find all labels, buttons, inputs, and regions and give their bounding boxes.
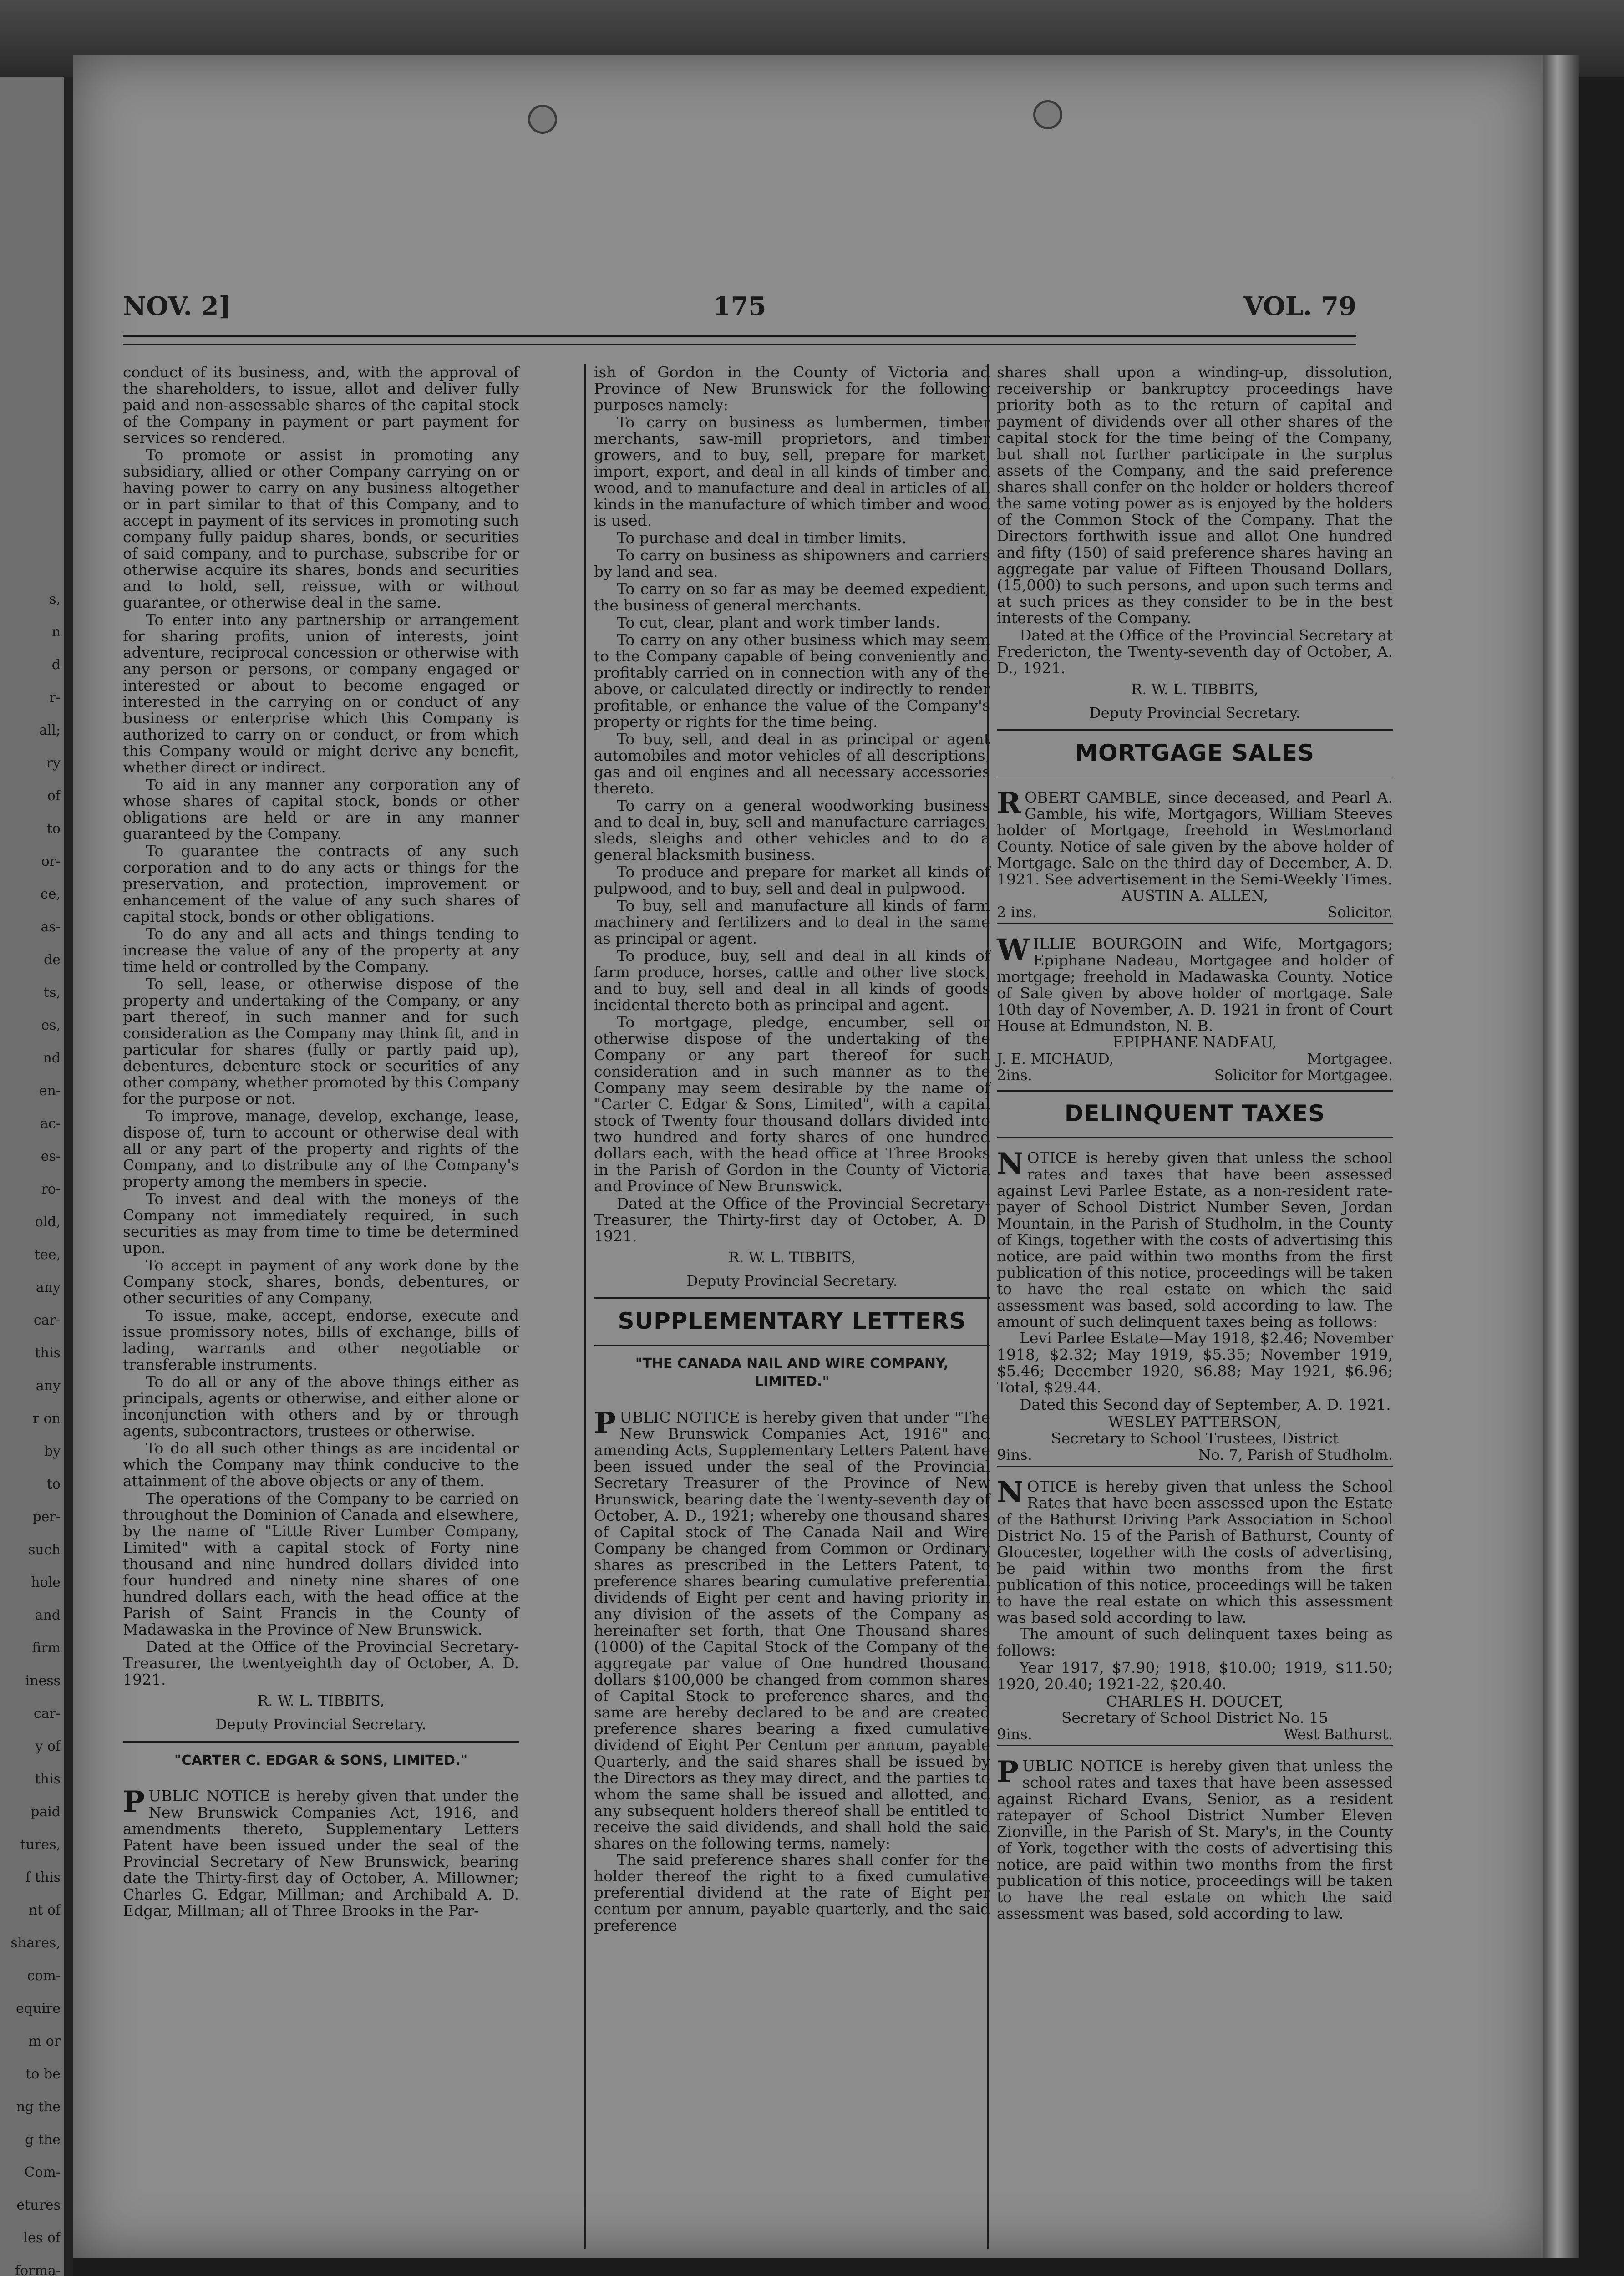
signer-title: Deputy Provincial Secretary.	[686, 1272, 898, 1290]
paragraph: To promote or assist in promoting any subsidiary, allied or other Company carrying on or having power to carry on any business altogether or in part similar to that of this Company, and to accept in payment of its services in promoting such company fully paidup shares, bonds, or securities of said company, and to purchase, subscribe for or otherwise acquire its shares, bonds and securities and to hold, sell, reissue, with or without guarantee, or otherwise deal in the same.	[123, 446, 519, 611]
section-rule	[594, 1345, 990, 1346]
notice-title-edgar: "CARTER C. EDGAR & SONS, LIMITED."	[174, 1753, 468, 1768]
drop-cap: P	[997, 1755, 1019, 1789]
notice-canada	[594, 1406, 990, 1852]
facing-page-text-fragment: ng the	[16, 2099, 61, 2115]
paragraph: To do any and all acts and things tending to increase the value of any of the property at any time held or controlled by the Company.	[123, 925, 519, 975]
issue-date: NOV. 2]	[123, 291, 231, 321]
section-rule	[997, 1090, 1393, 1092]
facing-page-text-fragment: g the	[25, 2132, 61, 2148]
paragraph: To buy, sell and manufacture all kinds of farm machinery and fertilizers and to deal in the same as principal or agent.	[594, 897, 990, 947]
facing-page-text-fragment: iness	[25, 1673, 61, 1689]
notice-text: ILLIE BOURGOIN and Wife, Mortgagors; Epiphane Nadeau, Mortgagee and holder of mortgage; freehold in Madawaska County. Notice of Sale given by above holder of mortgage. Sale 10th day of November, A. D. 1921 in front of Court House at Edmundston, N. B.	[997, 935, 1393, 1035]
insertion-count: 2 ins.	[997, 904, 1037, 921]
tax-amounts: Year 1917, $7.90; 1918, $10.00; 1919, $11.50; 1920, 20.40; 1921-22, $20.40.	[997, 1659, 1393, 1693]
book-gutter	[64, 77, 73, 2276]
signer-role: Secretary of School District No. 15	[1061, 1709, 1329, 1727]
facing-page-text-fragment: car-	[33, 1706, 61, 1722]
signer-name: CHARLES H. DOUCET,	[1106, 1692, 1284, 1710]
paragraph: To guarantee the contracts of any such corporation and to do any acts or things for the preservation, and protection, improvement or enhancement of the value of any such shares of capital stock, bonds or other obligations.	[123, 842, 519, 925]
paragraph: To aid in any manner any corporation any of whose shares of capital stock, bonds or other obligations are held or are in any manner guaranteed by the Company.	[123, 776, 519, 843]
drop-cap: R	[997, 786, 1021, 820]
facing-page-text-fragment: shares,	[10, 1935, 61, 1951]
insertion-line	[997, 1726, 1393, 1743]
column-2	[594, 364, 990, 2249]
page-stack-edge	[1543, 55, 1579, 2258]
paragraph: To invest and deal with the moneys of the Company not immediately required, in such securities as may from time to time be determined upon.	[123, 1190, 519, 1257]
insertion-count: 9ins.	[997, 1446, 1032, 1463]
facing-page-text-fragment: hole	[31, 1575, 61, 1590]
facing-page-text-fragment: s,	[49, 591, 61, 607]
paragraph: conduct of its business, and, with the approval of the shareholders, to issue, allot and deliver fully paid and non-assessable shares of the capital stock of the Company in payment or part payment for services so rendered.	[123, 363, 519, 447]
notice-text: UBLIC NOTICE is hereby given that under "The New Brunswick Companies Act, 1916" and amending Acts, Supplementary Letters Patent have been issued under the seal of the Provincial Secretary Treasurer of the Province of New Brunswick, bearing date the Twenty-seventh day of October, A. D., 1921; whereby one thousand shares of Capital stock of The Canada Nail and Wire Company be changed from Common or Ordinary shares as prescribed in the Letters Patent, to preference shares bearing cumulative preferential dividends of Eight per cent and having priority in any division of the assets of the Company as hereinafter set forth, that One Thousand shares (1000) of the Capital Stock of the Company of the aggregate par value of One hundred thousand dollars $100,000 be changed from common shares of Capital Stock to preference shares, and the same are hereby declared to be and are created preference shares bearing a fixed cumulative dividend of Eight Per Centum per annum, payable Quarterly, and the said shares shall be issued by the Directors as they may direct, and the parties to whom the same shall be issued and allotted, and any subsequent holders thereof shall be entitled to receive the said dividends, and shall hold the said shares on the following terms, namely:	[594, 1408, 990, 1852]
signer-name: WESLEY PATTERSON,	[1108, 1413, 1282, 1431]
page-header	[123, 291, 1356, 328]
facing-page-text-fragment: ce,	[40, 886, 61, 902]
facing-page-text-fragment: en-	[39, 1083, 61, 1099]
facing-page-text-fragment: this	[35, 1345, 61, 1361]
mortgage-notice-1	[997, 786, 1393, 888]
paragraph: To issue, make, accept, endorse, execute and issue promissory notes, bills of exchange, bills of lading, warrants and other negotiable or transferable instruments.	[123, 1306, 519, 1373]
header-rule	[123, 335, 1356, 337]
paragraph: To carry on any other business which may seem to the Company capable of being conveniently and profitably carried on in connection with any of the above, or calculated directly or indirectly to render profitable, or enhance the value of the Company's property or rights for the time being.	[594, 631, 990, 731]
facing-page-text-fragment: car-	[33, 1312, 61, 1328]
signer-name: R. W. L. TIBBITS,	[728, 1249, 856, 1266]
signer-name: R. W. L. TIBBITS,	[1131, 681, 1259, 698]
facing-page-text-fragment: es,	[41, 1017, 61, 1033]
paragraph: To accept in payment of any work done by the Company stock, shares, bonds, debentures, or other securities of any Company.	[123, 1256, 519, 1307]
paragraph: To cut, clear, plant and work timber lands.	[617, 614, 940, 631]
section-rule	[997, 1466, 1393, 1467]
facing-page-text-fragment: n	[51, 624, 61, 640]
facing-page-text-fragment: ry	[46, 755, 61, 771]
paragraph: To buy, sell, and deal in as principal or agent automobiles and motor vehicles of all descriptions, gas and oil engines and all necessary accessories thereto.	[594, 730, 990, 797]
section-rule	[997, 1137, 1393, 1138]
facing-page-text-fragment: to be	[25, 2066, 61, 2082]
facing-page-text-fragment: de	[44, 952, 61, 968]
facing-page-text-fragment: of	[47, 788, 61, 804]
facing-page-text-fragment: com-	[27, 1968, 61, 1984]
facing-page-text-fragment: tures,	[20, 1837, 61, 1853]
page-number: 175	[713, 291, 766, 321]
facing-page-text-fragment: or-	[41, 854, 61, 869]
district-line: No. 7, Parish of Studholm.	[1198, 1446, 1393, 1463]
facing-page-text-fragment: nd	[43, 1050, 61, 1066]
paragraph: To sell, lease, or otherwise dispose of the property and undertaking of the Company, or any part thereof, in such manner and for such consideration as the Company may think fit, and in particular for shares (fully or partly paid up), debentures, debenture stock or securities of any other company, whether promoted by this Company for the purpose or not.	[123, 975, 519, 1108]
notice-title-canada: "THE CANADA NAIL AND WIRE COMPANY, LIMITED."	[635, 1356, 949, 1390]
notice-text: UBLIC NOTICE is hereby given that under the New Brunswick Companies Act, 1916, and amendments thereto, Supplementary Letters Patent have been issued under the seal of the Provincial Secretary of New Brunswick, bearing date the Thirty-first day of October, A. Millowner; Charles G. Edgar, Millman; and Archibald A. D. Edgar, Millman; all of Three Brooks in the Par-	[123, 1787, 519, 1920]
facing-page-text-fragment: such	[28, 1542, 61, 1558]
column-1	[123, 364, 519, 2235]
paragraph: ish of Gordon in the County of Victoria and Province of New Brunswick for the following purposes namely:	[594, 363, 990, 414]
signer-role: Mortgagee.	[1307, 1050, 1393, 1067]
facing-page-text-fragment: nt of	[28, 1902, 61, 1918]
company-objects-text	[594, 364, 990, 1245]
tax-amounts: Levi Parlee Estate—May 1918, $2.46; November 1918, $2.32; May 1919, $5.35; November 1919, $5.46; December 1920, $6.88; May 1921, $6.96; Total, $29.44.	[997, 1329, 1393, 1396]
notice-text: OTICE is hereby given that unless the School Rates that have been assessed upon the Estate of the Bathurst Driving Park Association in School District No. 15 of the Parish of Bathurst, County of Gloucester, together with the costs of advertising, be paid within two months from the first publication of this notice, proceedings will be taken to have the real estate on which this assessment was based sold according to law.	[997, 1478, 1393, 1626]
signer-title: Deputy Provincial Secretary.	[215, 1716, 426, 1733]
tax-notice-2	[997, 1475, 1393, 1626]
notice-text: UBLIC NOTICE is hereby given that unless the school rates and taxes that have been assessed against Richard Evans, Senior, as a resident ratepayer of School District Number Eleven Zionville, in the Parish of St. Mary's, in the County of York, together with the costs of advertising this notice, are paid within two months from the first publication of this notice, proceedings will be taken to have the real estate on which the said assessment was based, sold according to law.	[997, 1757, 1393, 1922]
insertion-count: 2ins.	[997, 1067, 1032, 1084]
drop-cap: P	[594, 1406, 616, 1440]
paragraph: To carry on business as lumbermen, timber merchants, saw-mill proprietors, and timber growers, and to buy, sell, prepare for market, import, export, and deal in all kinds of timber and wood, and to manufacture and deal in articles of all kinds in the manufacture of which timber and wood is used.	[594, 413, 990, 529]
facing-page-text-fragment: and	[35, 1607, 61, 1623]
binding-hole-icon	[1033, 100, 1062, 129]
facing-page-text-fragment: firm	[32, 1640, 61, 1656]
section-heading-mortgage: MORTGAGE SALES	[1075, 740, 1314, 766]
facing-page-text-fragment: any	[36, 1280, 61, 1295]
facing-page-text-fragment: r on	[32, 1411, 61, 1427]
notice-text: OBERT GAMBLE, since deceased, and Pearl A. Gamble, his wife, Mortgagors, William Steeves holder of Mortgage, freehold in Westmorland County. Notice of sale given by the above holder of Mortgage. Sale on the third day of December, A. D. 1921. See advertisement in the Semi-Weekly Times.	[997, 788, 1393, 888]
facing-page-text-fragment: per-	[32, 1509, 61, 1525]
section-heading-delinquent: DELINQUENT TAXES	[1064, 1100, 1325, 1127]
section-heading-supplementary: SUPPLEMENTARY LETTERS	[618, 1308, 966, 1334]
facing-page-text-fragment: to	[46, 821, 61, 837]
insertion-line	[997, 904, 1393, 920]
section-rule	[997, 729, 1393, 731]
insertion-count: 9ins.	[997, 1726, 1032, 1743]
dated-line: Dated at the Office of the Provincial Secretary at Fredericton, the Twenty-seventh day of October, A. D., 1921.	[997, 626, 1393, 677]
paragraph: To produce and prepare for market all kinds of pulpwood, and to buy, sell and deal in pulpwood.	[594, 863, 990, 897]
facing-page-text-fragment: to	[46, 1476, 61, 1492]
insertion-line	[997, 1447, 1393, 1463]
notice-edgar	[123, 1785, 519, 1920]
signer-name: R. W. L. TIBBITS,	[257, 1692, 385, 1709]
notice-text: shares shall upon a winding-up, dissolution, receivership or bankruptcy proceedings have priority both as to the return of capital and payment of dividends over all other shares of the capital stock for the time being of the Company, but shall not further participate in the surplus assets of the Company, and the said preference shares shall confer on the holder or holders thereof the same voting power as is enjoyed by the holders of the Common Stock of the Company. That the Directors forthwith issue and allot One hundred and fifty (150) of said preference shares having an aggregate par value of Fifteen Thousand Dollars, (15,000) to such persons, and upon such terms and at such prices as they consider to be in the best interests of the Company.	[997, 363, 1393, 627]
facing-page-edge	[0, 77, 64, 2276]
facing-page-text-fragment: this	[35, 1771, 61, 1787]
paragraph: To purchase and deal in timber limits.	[617, 529, 907, 547]
place-line: West Bathurst.	[1283, 1726, 1393, 1743]
paragraph: To improve, manage, develop, exchange, lease, dispose of, turn to account or otherwise deal with all or any part of the property and rights of the Company, and to distribute any of the Company's property among the members in specie.	[123, 1107, 519, 1190]
facing-page-text-fragment: by	[44, 1443, 61, 1459]
drop-cap: N	[997, 1475, 1024, 1509]
facing-page-text-fragment: f this	[25, 1870, 61, 1885]
notice-text: The said preference shares shall confer for the holder thereof the right to a fixed cumulative preferential dividend at the rate of Eight per centum per annum, payable quarterly, and the said preference	[594, 1851, 990, 1934]
facing-page-text-fragment: etures	[16, 2197, 61, 2213]
section-rule	[997, 1745, 1393, 1746]
facing-page-text-fragment: es-	[41, 1148, 61, 1164]
paragraph: To do all such other things as are incidental or which the Company may think conducive to the attainment of the above objects or any of them.	[123, 1439, 519, 1490]
section-rule	[594, 1297, 990, 1299]
tax-notice-1	[997, 1147, 1393, 1331]
paragraph: To enter into any partnership or arrangement for sharing profits, union of interests, joint adventure, reciprocal concession or otherwise with any person or persons, or company engaged or interested or about to become engaged or interested in the carrying on or conduct of any business or enterprise which this Company is authorized to carry on or conduct, or from which this Company would or might derive any benefit, whether direct or indirect.	[123, 611, 519, 776]
facing-page-text-fragment: ac-	[40, 1116, 61, 1132]
signer-name: EPIPHANE NADEAU,	[1113, 1033, 1277, 1051]
facing-page-text-fragment: Com-	[24, 2164, 61, 2180]
paragraph: Dated at the Office of the Provincial Secretary-Treasurer, the twentyeighth day of October, A. D. 1921.	[123, 1638, 519, 1688]
notice-text: OTICE is hereby given that unless the school rates and taxes that have been assessed against Levi Parlee Estate, as a non-resident rate-payer of School District Number Seven, Jordan Mountain, in the Parish of Studholm, in the County of Kings, together with the costs of advertising this notice, are paid within two months from the first publication of this notice, proceedings will be taken to have the real estate on which the said assessment was based, sold according to law. The amount of such delinquent taxes being as follows:	[997, 1149, 1393, 1331]
tax-amounts-intro: The amount of such delinquent taxes being as follows:	[997, 1625, 1393, 1659]
facing-page-text-fragment: les of	[23, 2230, 61, 2246]
paragraph: To mortgage, pledge, encumber, sell or otherwise dispose of the undertaking of the Company or any part thereof for such consideration and in such manner as to the Company may seem desirable by the name of "Carter C. Edgar & Sons, Limited", with a capital stock of Twenty four thousand dollars divided into two hundred and forty shares of one hundred dollars each, with the head office at Three Brooks in the Parish of Gordon in the County of Victoria and Province of New Brunswick.	[594, 1013, 990, 1195]
signer-role: Solicitor for Mortgagee.	[1214, 1067, 1393, 1084]
header-rule-thin	[123, 344, 1356, 345]
section-rule	[997, 923, 1393, 924]
signer-title: Deputy Provincial Secretary.	[1089, 704, 1300, 721]
drop-cap: P	[123, 1785, 145, 1819]
volume-number: VOL. 79	[1243, 291, 1356, 321]
facing-page-text-fragment: m or	[28, 2033, 61, 2049]
column-divider	[584, 364, 586, 2249]
facing-page-text-fragment: paid	[30, 1804, 61, 1820]
insertion-line	[997, 1067, 1393, 1083]
section-rule	[123, 1741, 519, 1743]
facing-page-text-fragment: all;	[39, 722, 61, 738]
facing-page-text-fragment: any	[36, 1378, 61, 1394]
signer-role: Solicitor.	[1327, 904, 1393, 921]
column-3	[997, 364, 1393, 2249]
paragraph: To carry on a general woodworking business and to deal in, buy, sell and manufacture carriages, sleds, sleighs and other vehicles and to do a general blacksmith business.	[594, 797, 990, 864]
signer-role: Secretary to School Trustees, District	[1051, 1429, 1339, 1447]
paragraph: To do all or any of the above things either as principals, agents or otherwise, and either alone or inconjunction with others and by or through agents, subcontractors, trustees or otherwise.	[123, 1373, 519, 1440]
facing-page-text-fragment: tee,	[34, 1247, 61, 1263]
binding-hole-icon	[528, 105, 557, 134]
paragraph: Dated at the Office of the Provincial Secretary-Treasurer, the Thirty-first day of October, A. D. 1921.	[594, 1194, 990, 1245]
facing-page-text-fragment: r-	[49, 690, 61, 706]
solicitor-name: J. E. MICHAUD,	[997, 1050, 1114, 1067]
facing-page-text-fragment: ro-	[41, 1181, 61, 1197]
facing-page-text-fragment: forma-	[15, 2263, 61, 2276]
solicitor-line	[997, 1051, 1393, 1067]
paragraph: The operations of the Company to be carried on throughout the Dominion of Canada and elsewhere, by the name of "Little River Lumber Company, Limited" with a capital stock of Forty nine thousand and nine hundred dollars divided into four hundred and ninety nine shares of one hundred dollars each, with the head office at the Parish of Saint Francis in the County of Madawaska in the Province of New Brunswick.	[123, 1489, 519, 1638]
paragraph: To carry on so far as may be deemed expedient, the business of general merchants.	[594, 580, 990, 614]
tax-notice-3	[997, 1755, 1393, 1922]
drop-cap: W	[997, 933, 1030, 967]
facing-page-text-fragment: as-	[41, 919, 61, 935]
signer-name: AUSTIN A. ALLEN,	[1121, 887, 1269, 904]
paragraph: To carry on business as shipowners and carriers by land and sea.	[594, 546, 990, 580]
facing-page-text-fragment: d	[51, 657, 61, 673]
mortgage-notice-2	[997, 933, 1393, 1035]
facing-page-text-fragment: equire	[16, 2001, 61, 2017]
paragraph: To produce, buy, sell and deal in all kinds of farm produce, horses, cattle and other live stock, and to buy, sell and deal in all kinds of goods incidental thereto both as principal and agent.	[594, 947, 990, 1014]
drop-cap: N	[997, 1147, 1024, 1181]
dated-line: Dated this Second day of September, A. D. 1921.	[1020, 1396, 1391, 1413]
facing-page-text-fragment: old,	[35, 1214, 61, 1230]
facing-page-text-fragment: ts,	[44, 985, 61, 1001]
company-objects-text	[123, 364, 519, 1688]
facing-page-text-fragment: y of	[35, 1738, 61, 1754]
